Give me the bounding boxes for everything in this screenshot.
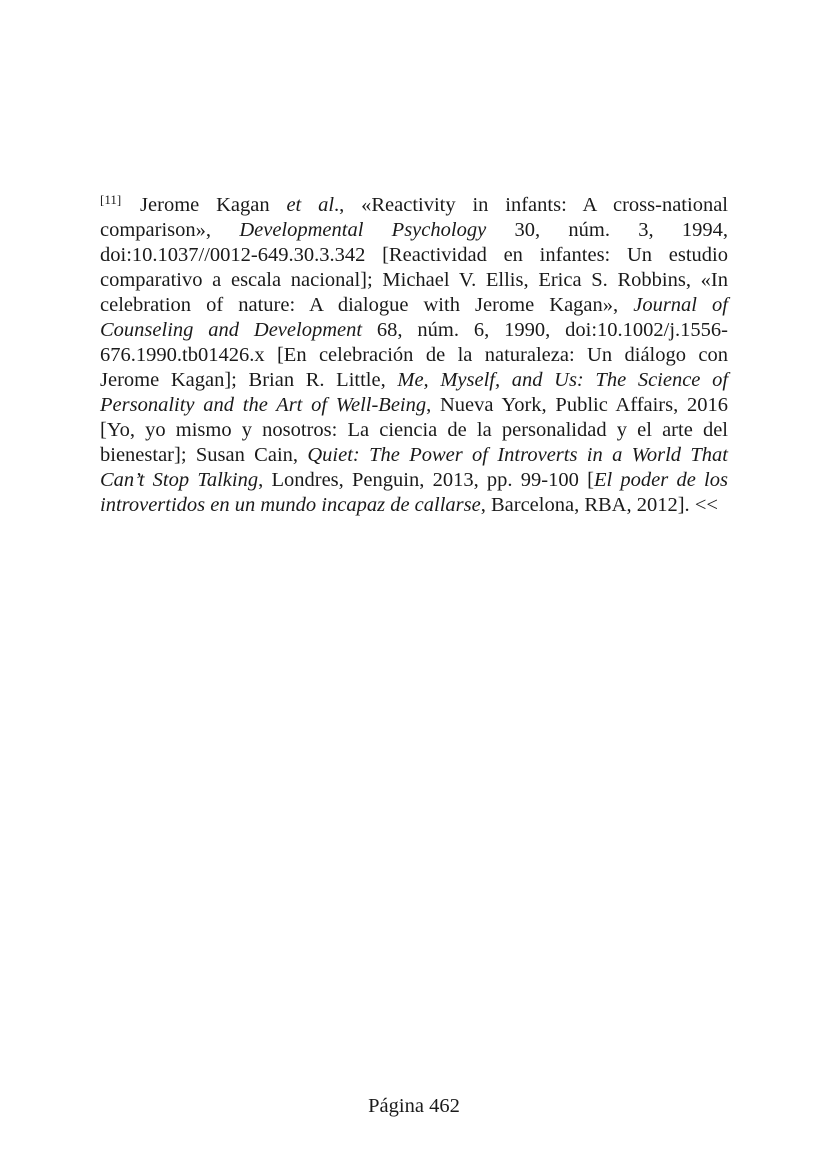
book-title: Me, Myself, and Us: The Science of Personality and the Art of Well-Being	[100, 368, 729, 416]
book-title: El poder de los introvertidos en un mundo incapaz de callarse	[100, 468, 728, 516]
footnote-text: Jerome Kagan	[123, 193, 287, 216]
footnote-marker: [11]	[100, 191, 122, 207]
footnote-text: , Londres, Penguin, 2013, pp. 99-100 [	[258, 468, 594, 491]
footnote-11	[100, 193, 728, 518]
page-number: Página 462	[368, 1095, 460, 1117]
footnote-text: , Nueva York, Public Affairs, 2016 [Yo, yo mismo y nosotros: La ciencia de la personalidad y el arte del bienestar]; Susan Cain,	[100, 393, 728, 466]
footnote-text: ., «Reactivity in infants: A cross-national comparison»,	[100, 193, 728, 241]
footnote-text: 68, núm. 6, 1990, doi:10.1002/j.1556-676.1990.tb01426.x [En celebración de la naturaleza: Un diálogo con Jerome Kagan]; Brian R. Little,	[100, 318, 728, 391]
footnote-text: 30, núm. 3, 1994, doi:10.1037//0012-649.30.3.342 [Reactividad en infantes: Un estudio comparativo a escala nacional]; Michael V. Ellis, Erica S. Robbins, «In celebration of nature: A dialogue with Jerome Kagan»,	[100, 218, 728, 316]
book-title: Quiet: The Power of Introverts in a World That Can’t Stop Talking	[100, 443, 728, 491]
journal-title: Journal of Counseling and Development	[100, 293, 729, 341]
journal-title: Developmental Psychology	[239, 218, 487, 241]
footnote-text-italic: et al	[286, 193, 335, 216]
back-link[interactable]: <<	[694, 493, 718, 516]
footnote-text: , Barcelona, RBA, 2012].	[480, 493, 695, 516]
